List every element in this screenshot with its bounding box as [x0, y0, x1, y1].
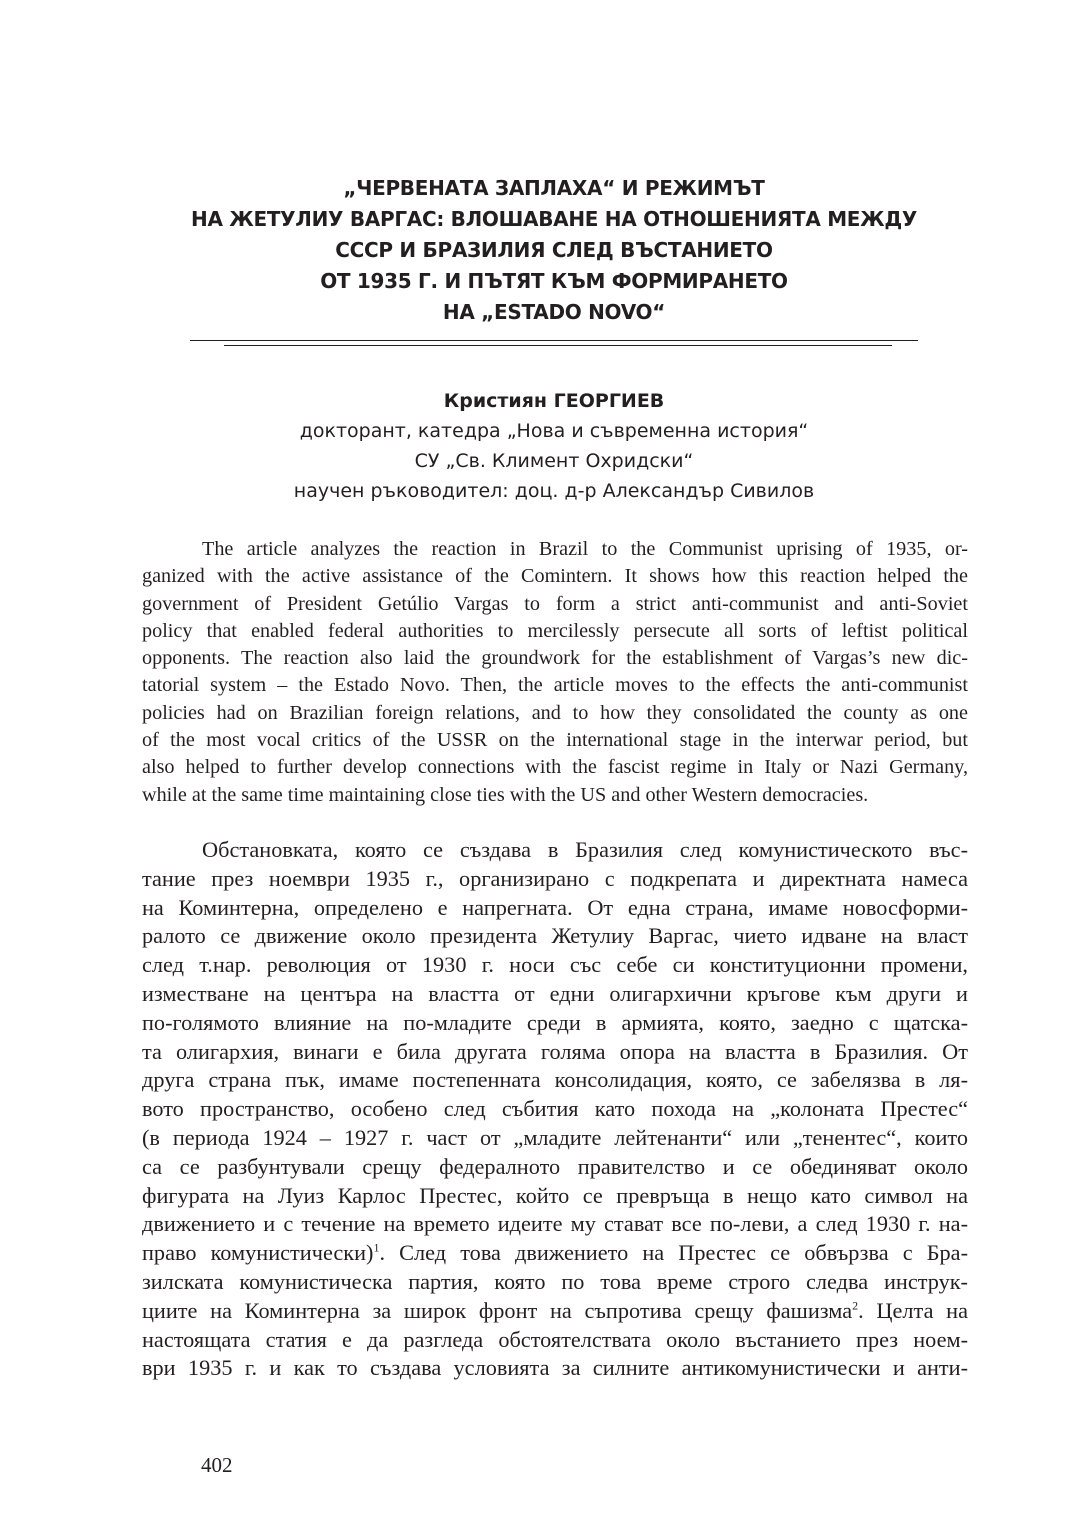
author-block — [150, 386, 958, 506]
title-line: НА ЖЕТУЛИУ ВАРГАС: ВЛОШАВАНЕ НА ОТНОШЕНИЯТА МЕЖДУ — [191, 207, 917, 231]
body-text — [142, 836, 968, 1383]
body-line: настоящата статия е да разгледа обстоятелствата около въстанието през ноем- — [142, 1326, 968, 1352]
body-line: друга страна пък, имаме постепенната консолидация, която, се забелязва в ля- — [142, 1067, 968, 1093]
body-line: движението и с течение на времето идеите му стават все по-леви, а след 1930 г. на- — [142, 1211, 968, 1237]
body-line: изместване на центъра на властта от едни олигархични кръгове към други и — [142, 980, 968, 1006]
body-line: (в периода 1924 – 1927 г. част от „младите лейтенанти“ или „тенентес“, които — [142, 1124, 968, 1150]
abstract-line: The article analyzes the reaction in Brazil to the Communist uprising of 1935, or- — [202, 538, 968, 560]
body-line: Обстановката, която се създава в Бразилия след комунистическото въс- — [202, 837, 968, 862]
page-number: 402 — [201, 1453, 233, 1477]
body-line: фигурата на Луиз Карлос Престес, който се превръща в нещо като символ на — [142, 1182, 968, 1208]
title-line: НА „ESTADO NOVO“ — [442, 300, 666, 324]
article-title — [150, 173, 958, 328]
footnote-ref-2[interactable]: 2 — [852, 1298, 859, 1313]
abstract-line: tatorial system – the Estado Novo. Then, the article moves to the effects the anti-communist — [142, 674, 968, 697]
body-line: вото пространство, особено след събития като похода на „колоната Престес“ — [142, 1096, 968, 1122]
abstract-line: ganized with the active assistance of the Comintern. It shows how this reaction helped the — [142, 565, 968, 588]
body-line — [142, 1297, 968, 1326]
footnote-ref-1[interactable]: 1 — [373, 1240, 380, 1255]
abstract-line: policies had on Brazilian foreign relations, and to how they consolidated the county as one — [142, 701, 968, 724]
body-text-run: право комунистически) — [142, 1240, 374, 1266]
author-university: СУ „Св. Климент Охридски“ — [414, 450, 694, 472]
body-line: тание през ноември 1935 г., организирано с подкрепата и директната намеса — [142, 865, 968, 891]
title-rule-top — [190, 340, 918, 341]
abstract-line: also helped to further develop connections with the fascist regime in Italy or Nazi Germany, — [142, 756, 968, 779]
title-line: ОТ 1935 Г. И ПЪТЯТ КЪМ ФОРМИРАНЕТО — [320, 269, 788, 293]
body-line: на Коминтерна, определено е напрегната. От една страна, имаме новосформи- — [142, 894, 968, 920]
abstract-line: policy that enabled federal authorities to mercilessly persecute all sorts of leftist political — [142, 619, 968, 642]
body-text-run: . Целта на — [858, 1297, 968, 1323]
title-rule-bottom — [224, 345, 892, 346]
body-line — [142, 1239, 968, 1268]
abstract-line: of the most vocal critics of the USSR on the international stage in the interwar period, but — [142, 729, 968, 752]
title-line: „ЧЕРВЕНАТА ЗАПЛАХА“ И РЕЖИМЪТ — [343, 176, 765, 200]
body-line: зилската комунистическа партия, която по това време строго следва инструк- — [142, 1268, 968, 1294]
abstract-line: while at the same time maintaining close ties with the US and other Western democracies. — [142, 783, 869, 806]
author-position: докторант, катедра „Нова и съвременна история“ — [299, 420, 809, 442]
body-line: са се разбунтували срещу федералното правителство и се обединяват около — [142, 1153, 968, 1179]
body-line: ралото се движение около президента Жетулиу Варгас, чието идване на власт — [142, 923, 968, 949]
body-text-run: циите на Коминтерна за широк фронт на съпротива срещу фашизма — [142, 1297, 853, 1323]
body-line: след т.нар. революция от 1930 г. носи със себе си конституционни промени, — [142, 952, 968, 978]
body-text-run: . След това движението на Престес се обвързва с Бра- — [379, 1240, 968, 1266]
abstract — [142, 536, 968, 809]
author-supervisor: научен ръководител: доц. д-р Александър Сивилов — [293, 480, 815, 502]
body-line: по-голямото влияние на по-младите среди в армията, която, заедно с щатска- — [142, 1009, 968, 1035]
author-name: Кристиян ГЕОРГИЕВ — [443, 390, 665, 412]
body-line: та олигархия, винаги е била другата голяма опора на властта в Бразилия. От — [142, 1038, 968, 1064]
body-line: ври 1935 г. и как то създава условията за силните антикомунистически и анти- — [142, 1355, 968, 1381]
abstract-line: opponents. The reaction also laid the groundwork for the establishment of Vargas’s new dic- — [142, 647, 968, 670]
title-line: СССР И БРАЗИЛИЯ СЛЕД ВЪСТАНИЕТО — [335, 238, 773, 262]
abstract-line: government of President Getúlio Vargas to form a strict anti-communist and anti-Soviet — [142, 592, 968, 615]
